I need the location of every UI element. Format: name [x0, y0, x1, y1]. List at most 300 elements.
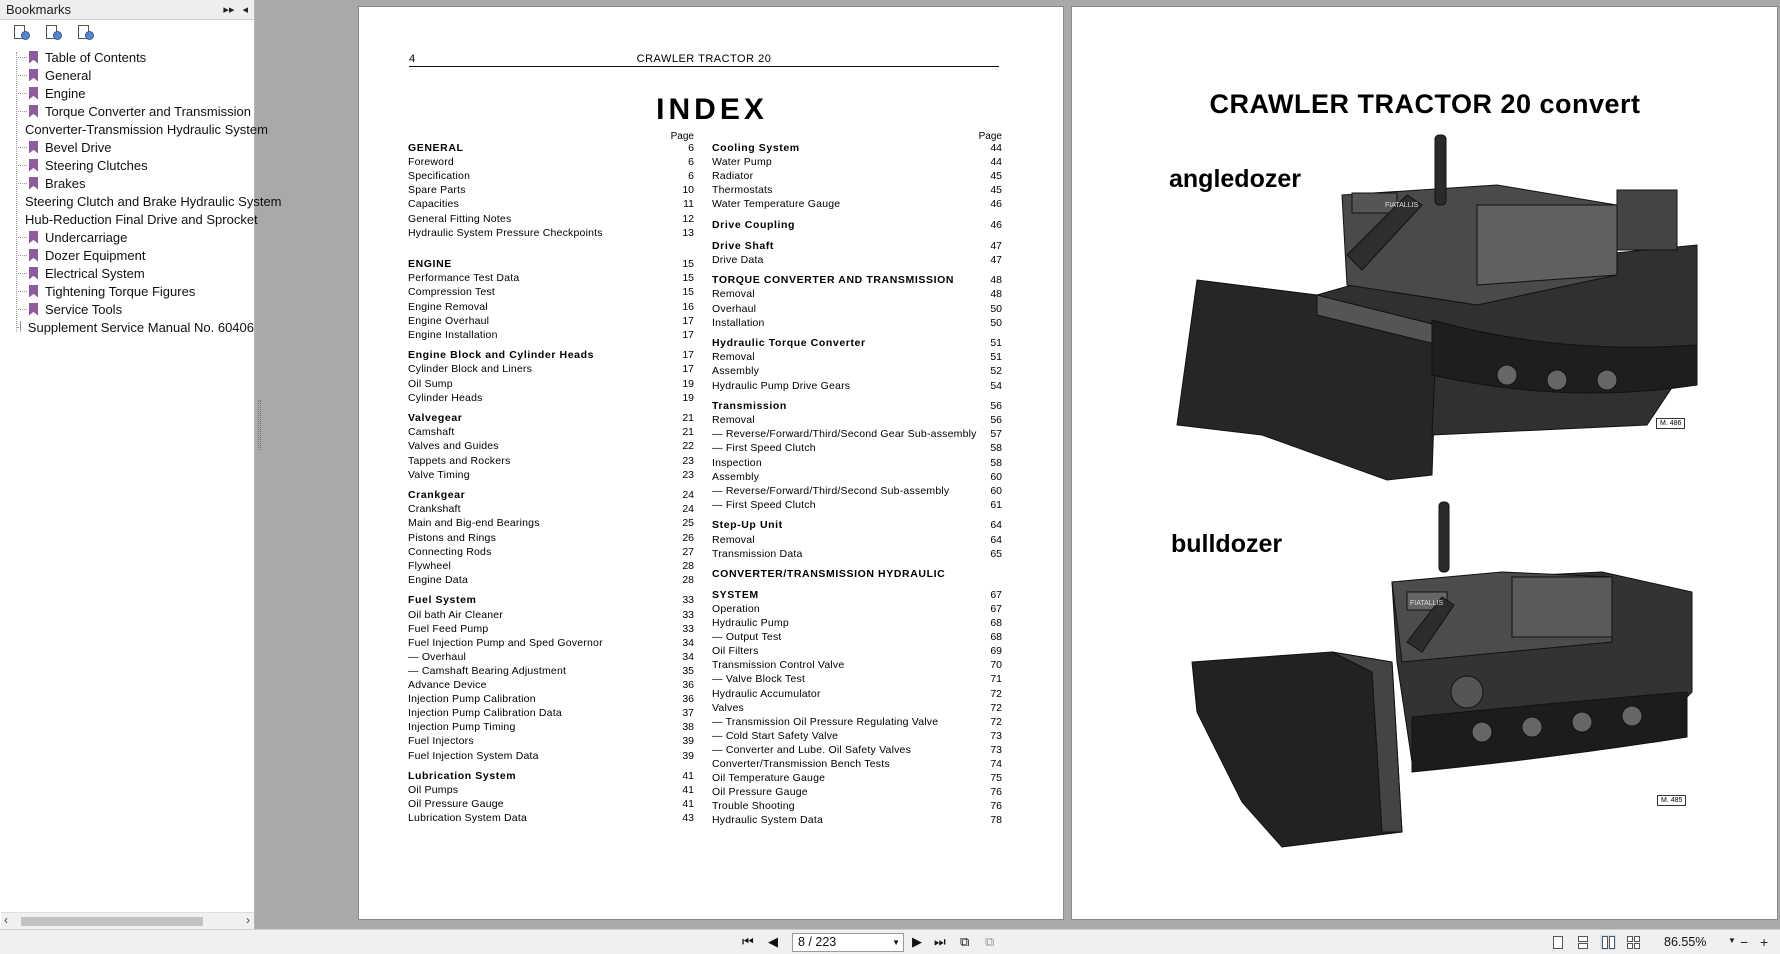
- index-entry-title: Overhaul: [712, 302, 757, 315]
- index-section-heading: [408, 141, 694, 155]
- index-entry-page: 19: [682, 377, 694, 390]
- index-entry-title: Oil Pressure Gauge: [712, 786, 808, 799]
- bookmarks-title: Bookmarks: [6, 2, 72, 17]
- index-entry-title: — Camshaft Bearing Adjustment: [408, 664, 567, 677]
- index-entry-title: Cooling System: [712, 142, 800, 154]
- index-entry-page: 44: [990, 142, 1002, 154]
- index-entry: [408, 573, 694, 587]
- index-entry-page: 26: [682, 531, 694, 544]
- index-entry-page: 33: [682, 594, 694, 607]
- bookmark-item[interactable]: [0, 264, 254, 282]
- index-entry-title: Removal: [712, 288, 755, 301]
- index-section-heading: [712, 518, 1002, 532]
- index-entry-title: Engine Installation: [408, 328, 498, 341]
- index-entry-title: Removal: [712, 351, 755, 364]
- index-title: INDEX: [656, 93, 768, 126]
- index-entry-page: 19: [682, 391, 694, 404]
- index-entry-title: Transmission Control Valve: [712, 659, 845, 672]
- index-entry-page: 76: [990, 800, 1002, 813]
- single-page-view-icon[interactable]: [1550, 935, 1566, 950]
- bookmark-item[interactable]: [0, 246, 254, 264]
- index-entry: [408, 314, 694, 328]
- index-entry-page: 41: [682, 770, 694, 783]
- index-entry: [408, 425, 694, 439]
- index-entry: [408, 734, 694, 748]
- index-entry-title: Hydraulic Accumulator: [712, 687, 821, 700]
- index-entry-title: Compression Test: [408, 286, 496, 299]
- index-entry: [408, 183, 694, 197]
- index-entry-title: Assembly: [712, 365, 760, 378]
- zoom-dropdown-icon[interactable]: ▼: [1728, 936, 1736, 945]
- index-entry: [408, 559, 694, 573]
- index-entry: [408, 502, 694, 516]
- index-entry-page: 22: [682, 440, 694, 453]
- index-entry-title: Engine Removal: [408, 300, 488, 313]
- index-entry-page: 47: [990, 239, 1002, 252]
- index-entry-page: 11: [683, 198, 694, 211]
- index-entry-title: Fuel Injectors: [408, 735, 474, 748]
- document-page-index: [358, 6, 1064, 920]
- index-entry-title: Connecting Rods: [408, 545, 492, 558]
- index-entry-page: 10: [682, 184, 694, 197]
- index-entry: [712, 302, 1002, 316]
- index-entry-page: 45: [990, 184, 1002, 197]
- bookmark-icon: [29, 69, 38, 82]
- index-entry-page: 51: [990, 351, 1002, 364]
- bookmark-item[interactable]: [0, 66, 254, 84]
- bookmark-label: Tightening Torque Figures: [45, 283, 196, 299]
- index-entry-title: Camshaft: [408, 426, 455, 439]
- new-bookmark-icon[interactable]: [44, 24, 62, 42]
- index-entry: [712, 799, 1002, 813]
- bookmark-label: Dozer Equipment: [45, 247, 146, 263]
- index-entry-page: 21: [682, 426, 694, 439]
- index-entry: [712, 771, 1002, 785]
- index-entry: [408, 664, 694, 678]
- bookmark-label: Converter-Transmission Hydraulic System: [25, 121, 268, 137]
- bookmark-label: General: [45, 67, 92, 83]
- index-section-heading: [408, 488, 694, 502]
- index-entry-page: 72: [990, 687, 1002, 700]
- index-entry: [408, 608, 694, 622]
- bulldozer-caption: bulldozer: [1171, 530, 1283, 558]
- index-entry-title: Inspection: [712, 456, 762, 469]
- index-entry-title: SYSTEM: [712, 588, 759, 601]
- index-entry-page: 34: [682, 636, 694, 649]
- bulldozer-plate: M. 485: [1657, 795, 1686, 806]
- go-back-icon[interactable]: ⧉: [960, 934, 970, 949]
- index-entry-title: Hydraulic Pump: [712, 617, 789, 629]
- index-entry: [408, 226, 694, 240]
- index-entry: [712, 155, 1002, 169]
- bookmark-item[interactable]: [0, 84, 254, 102]
- index-entry-page: 68: [990, 631, 1002, 644]
- index-entry-page: 64: [990, 519, 1002, 532]
- index-entry: [712, 547, 1002, 561]
- index-entry-title: Oil Filters: [712, 645, 759, 658]
- index-entry-title: — Reverse/Forward/Third/Second Sub-assembly: [712, 484, 950, 497]
- bookmark-icon: [29, 285, 38, 298]
- index-entry-page: 17: [682, 349, 694, 362]
- index-entry-page: 48: [990, 288, 1002, 301]
- index-entry-title: Injection Pump Calibration Data: [408, 707, 562, 720]
- index-entry-page: 33: [682, 622, 694, 635]
- index-entry-title: Valve Timing: [408, 468, 470, 481]
- index-entry-page: 41: [682, 798, 694, 811]
- index-entry-page: 72: [990, 701, 1002, 714]
- go-forward-icon[interactable]: ⧉: [985, 934, 995, 949]
- index-entry: [712, 169, 1002, 183]
- index-entry: [408, 783, 694, 797]
- index-entry-title: — Overhaul: [408, 650, 467, 663]
- index-entry-page: 24: [682, 489, 694, 502]
- index-entry-title: Specification: [408, 170, 471, 183]
- index-entry: [712, 287, 1002, 301]
- index-entry: [712, 413, 1002, 427]
- index-section-heading: [712, 588, 1002, 602]
- index-section-heading: [408, 769, 694, 783]
- bookmark-icon: [29, 249, 38, 262]
- index-entry: [408, 706, 694, 720]
- index-entry: [712, 253, 1002, 267]
- index-entry: [408, 650, 694, 664]
- index-entry: [712, 813, 1002, 827]
- tree-connector: [16, 165, 27, 166]
- bookmark-options-icon[interactable]: [76, 24, 94, 42]
- tree-connector: [16, 183, 27, 184]
- index-entry-title: Flywheel: [408, 559, 452, 572]
- bookmark-item[interactable]: [0, 318, 254, 336]
- index-entry-title: Drive Shaft: [712, 239, 775, 252]
- scroll-left-icon[interactable]: ‹: [4, 913, 8, 927]
- index-section-heading: [712, 567, 1002, 581]
- index-entry: [712, 687, 1002, 701]
- horizontal-scrollbar[interactable]: [1, 912, 254, 929]
- index-entry-page: 54: [990, 379, 1002, 392]
- bookmark-label: Supplement Service Manual No. 60406: [27, 319, 254, 335]
- index-entry-title: Hydraulic System Data: [712, 814, 823, 827]
- last-page-icon[interactable]: ⏭: [934, 934, 946, 949]
- index-entry: [712, 350, 1002, 364]
- index-entry-page: 39: [682, 735, 694, 748]
- index-entry-page: 68: [990, 617, 1002, 629]
- index-entry-page: 72: [990, 715, 1002, 728]
- bookmark-item[interactable]: [0, 138, 254, 156]
- page-label-text: Page: [670, 131, 694, 142]
- bookmark-item[interactable]: [0, 156, 254, 174]
- index-entry: [712, 456, 1002, 470]
- index-entry-page: 57: [990, 428, 1002, 441]
- index-entry-page: 47: [990, 253, 1002, 266]
- index-entry-page: 13: [682, 226, 694, 239]
- bookmark-icon: [29, 87, 38, 100]
- tree-connector: [16, 327, 18, 328]
- index-entry-title: Oil Temperature Gauge: [712, 772, 826, 785]
- index-entry-title: Fuel Injection Pump and Sped Governor: [408, 636, 603, 649]
- index-entry-title: — Valve Block Test: [712, 673, 806, 686]
- index-section-heading: [712, 218, 1002, 232]
- index-section-heading: [712, 399, 1002, 413]
- index-entry-page: 60: [990, 484, 1002, 497]
- index-entry-page: 67: [990, 602, 1002, 615]
- index-section-heading: [408, 411, 694, 425]
- index-entry-title: Drive Data: [712, 253, 764, 266]
- previous-page-icon[interactable]: ◀: [768, 934, 778, 949]
- index-entry-page: 15: [682, 258, 694, 271]
- first-page-icon[interactable]: ⏮: [742, 934, 754, 949]
- index-section-heading: [408, 593, 694, 607]
- bookmark-label: Undercarriage: [45, 229, 128, 245]
- index-entry-title: Thermostats: [712, 184, 773, 197]
- bulldozer-hood-label: FIATALLIS: [1410, 600, 1444, 607]
- index-entry-page: 76: [990, 786, 1002, 799]
- zoom-level[interactable]: 86.55%: [1664, 935, 1707, 949]
- running-title: CRAWLER TRACTOR 20: [636, 53, 772, 65]
- index-entry-page: 24: [682, 503, 694, 516]
- index-entry-page: 36: [682, 693, 694, 706]
- index-entry-page: 36: [682, 679, 694, 691]
- bookmark-label: Table of Contents: [45, 49, 147, 65]
- index-entry: [408, 516, 694, 530]
- index-entry: [408, 692, 694, 706]
- index-entry-page: 58: [990, 442, 1002, 455]
- index-entry-page: 64: [990, 533, 1002, 546]
- index-entry: [408, 797, 694, 811]
- index-entry: [712, 197, 1002, 211]
- tree-connector: [16, 111, 27, 112]
- collapse-panel-icon[interactable]: ▸▸: [223, 4, 235, 16]
- page-number: 4: [409, 53, 416, 65]
- index-entry: [408, 439, 694, 453]
- bookmark-icon: [29, 177, 38, 190]
- index-entry-page: 28: [682, 559, 694, 572]
- index-entry: [408, 155, 694, 169]
- index-entry-title: Radiator: [712, 170, 754, 183]
- bookmark-item[interactable]: [0, 102, 254, 120]
- index-entry-page: 38: [682, 721, 694, 734]
- index-entry: [712, 616, 1002, 630]
- index-entry-page: 23: [682, 454, 694, 467]
- index-entry-page: 15: [682, 272, 694, 285]
- page-number-input[interactable]: [792, 933, 904, 952]
- index-entry: [712, 644, 1002, 658]
- index-entry-page: 23: [682, 468, 694, 481]
- index-entry-page: 58: [990, 456, 1002, 469]
- index-entry-title: Oil Pressure Gauge: [408, 798, 504, 811]
- index-entry: [408, 212, 694, 226]
- index-entry: [408, 197, 694, 211]
- index-entry: [408, 545, 694, 559]
- index-entry-page: 56: [990, 400, 1002, 413]
- index-entry-title: Spare Parts: [408, 184, 466, 197]
- index-entry-page: 17: [682, 328, 694, 341]
- index-entry-title: ENGINE: [408, 258, 452, 271]
- tree-connector: [16, 93, 27, 94]
- index-entry-title: Valves: [712, 701, 744, 714]
- cover-title: CRAWLER TRACTOR 20 convert: [1209, 89, 1641, 119]
- bookmark-icon: [29, 141, 38, 154]
- index-entry: [712, 470, 1002, 484]
- index-entry: [408, 169, 694, 183]
- index-entry-title: Hydraulic Pump Drive Gears: [712, 379, 851, 392]
- index-entry-title: — Cold Start Safety Valve: [712, 729, 839, 742]
- tree-connector: [16, 75, 27, 76]
- index-entry: [712, 743, 1002, 757]
- index-entry-page: 46: [990, 198, 1002, 211]
- index-entry-page: 46: [990, 219, 1002, 231]
- index-entry-page: 60: [990, 470, 1002, 483]
- index-entry-title: — Reverse/Forward/Third/Second Gear Sub-assembly: [712, 428, 977, 441]
- index-entry: [408, 749, 694, 763]
- index-entry-title: Crankshaft: [408, 503, 461, 516]
- bookmarks-toolbar: [0, 20, 254, 46]
- index-entry-title: Oil Pumps: [408, 784, 459, 797]
- index-entry-title: Fuel Feed Pump: [408, 622, 489, 635]
- zoom-out-icon[interactable]: −: [1740, 934, 1749, 950]
- index-entry-title: Fuel System: [408, 594, 477, 607]
- index-entry-page: 78: [990, 814, 1002, 827]
- index-entry-title: Trouble Shooting: [712, 800, 795, 813]
- index-entry-title: Step-Up Unit: [712, 519, 783, 532]
- index-entry-page: 61: [990, 498, 1002, 511]
- bookmark-item[interactable]: [0, 210, 258, 228]
- index-entry-page: 67: [990, 588, 1002, 601]
- index-entry-page: 73: [990, 743, 1002, 756]
- bookmark-icon: [29, 267, 38, 280]
- index-entry-title: Advance Device: [408, 679, 487, 691]
- tree-connector: [16, 237, 27, 238]
- index-entry-title: Oil bath Air Cleaner: [408, 608, 504, 621]
- tree-connector: [16, 255, 27, 256]
- index-entry-page: 17: [682, 314, 694, 327]
- bookmark-icon: [29, 303, 38, 316]
- tree-connector: [16, 309, 27, 310]
- scroll-right-icon[interactable]: ›: [246, 913, 250, 927]
- bookmark-item[interactable]: [0, 174, 254, 192]
- index-entry-title: — First Speed Clutch: [712, 498, 816, 511]
- index-entry-page: 48: [990, 274, 1002, 287]
- index-entry: [712, 484, 1002, 498]
- bookmarks-panel: [0, 0, 282, 929]
- splitter-grip[interactable]: [258, 400, 261, 450]
- bookmark-item[interactable]: [0, 120, 268, 138]
- zoom-in-icon[interactable]: +: [1760, 934, 1769, 950]
- page-dropdown-icon[interactable]: ▼: [892, 938, 900, 947]
- index-entry: [712, 729, 1002, 743]
- bookmark-item[interactable]: [0, 300, 254, 318]
- index-entry-page: 45: [990, 170, 1002, 183]
- index-entry-page: 34: [682, 650, 694, 663]
- bookmark-item[interactable]: [0, 192, 282, 210]
- bookmarks-header: [0, 0, 254, 20]
- index-entry-title: Hydraulic Torque Converter: [712, 337, 866, 350]
- index-entry: [408, 811, 694, 825]
- index-entry: [408, 531, 694, 545]
- two-page-view-icon[interactable]: [1600, 935, 1616, 950]
- bookmark-label: Steering Clutches: [45, 157, 148, 173]
- index-entry-page: 15: [682, 286, 694, 299]
- index-entry: [712, 701, 1002, 715]
- index-entry-page: 71: [990, 673, 1002, 686]
- bookmark-label: Electrical System: [45, 265, 145, 281]
- angledozer-plate: M. 486: [1656, 418, 1685, 429]
- scrollbar-thumb[interactable]: [21, 917, 203, 926]
- index-entry-title: — First Speed Clutch: [712, 442, 816, 455]
- continuous-view-icon[interactable]: [1575, 935, 1591, 950]
- index-entry-title: Crankgear: [408, 489, 466, 502]
- index-entry-page: 27: [682, 545, 694, 558]
- two-page-continuous-icon[interactable]: [1625, 935, 1641, 950]
- index-entry: [712, 427, 1002, 441]
- index-entry: [408, 377, 694, 391]
- index-entry: [712, 602, 1002, 616]
- index-entry-page: 74: [990, 758, 1002, 770]
- index-entry-title: Performance Test Data: [408, 272, 520, 285]
- index-entry-title: Engine Overhaul: [408, 314, 490, 327]
- index-section-heading: [408, 348, 694, 362]
- index-entry: [712, 658, 1002, 672]
- index-entry-title: Capacities: [408, 198, 460, 211]
- index-entry-title: — Converter and Lube. Oil Safety Valves: [712, 743, 912, 756]
- index-entry: [408, 454, 694, 468]
- bookmark-item[interactable]: [0, 282, 254, 300]
- close-panel-icon[interactable]: ◂: [242, 4, 248, 16]
- bookmark-item[interactable]: [0, 228, 254, 246]
- bulldozer-photo: [1182, 502, 1702, 857]
- navigation-toolbar: [0, 929, 1780, 954]
- bookmark-icon: [29, 159, 38, 172]
- index-entry-page: 52: [990, 365, 1002, 378]
- expand-bookmark-icon[interactable]: [12, 24, 30, 42]
- bookmark-label: Engine: [45, 85, 86, 101]
- index-entry-title: CONVERTER/TRANSMISSION HYDRAULIC: [712, 568, 946, 581]
- bookmark-icon: [29, 105, 38, 118]
- tree-connector: [16, 57, 27, 58]
- index-entry: [712, 316, 1002, 330]
- index-entry-page: 35: [682, 664, 694, 677]
- index-entry-title: — Transmission Oil Pressure Regulating Valve: [712, 715, 939, 728]
- page-number-value: 8 / 223: [798, 935, 837, 949]
- index-entry-title: Engine Block and Cylinder Heads: [408, 349, 595, 362]
- index-entry-title: General Fitting Notes: [408, 212, 512, 225]
- index-entry: [408, 720, 694, 734]
- bookmark-item[interactable]: [0, 48, 254, 66]
- index-entry: [408, 678, 694, 692]
- index-entry-page: 44: [990, 156, 1002, 169]
- index-entry: [712, 757, 1002, 771]
- index-entry-page: 25: [682, 517, 694, 530]
- angledozer-hood-label: FIATALLIS: [1385, 202, 1419, 209]
- tree-connector: [16, 273, 27, 274]
- index-entry-title: Installation: [712, 316, 765, 329]
- bookmark-label: Bevel Drive: [45, 139, 112, 155]
- index-entry-title: Water Pump: [712, 156, 772, 169]
- index-section-heading: [712, 273, 1002, 287]
- index-entry-title: Engine Data: [408, 573, 468, 586]
- index-entry: [712, 379, 1002, 393]
- next-page-icon[interactable]: ▶: [912, 934, 922, 949]
- index-entry-title: Assembly: [712, 470, 760, 483]
- document-page-cover: [1071, 6, 1778, 920]
- index-entry-title: Tappets and Rockers: [408, 454, 511, 467]
- bookmark-label: Brakes: [45, 175, 86, 191]
- index-entry-title: Transmission Data: [712, 547, 803, 560]
- bookmark-icon: [29, 231, 38, 244]
- bookmark-tree: [0, 48, 282, 908]
- index-entry-title: Lubrication System: [408, 770, 517, 783]
- bookmark-label: Steering Clutch and Brake Hydraulic System: [25, 193, 282, 209]
- page-header: [409, 53, 999, 67]
